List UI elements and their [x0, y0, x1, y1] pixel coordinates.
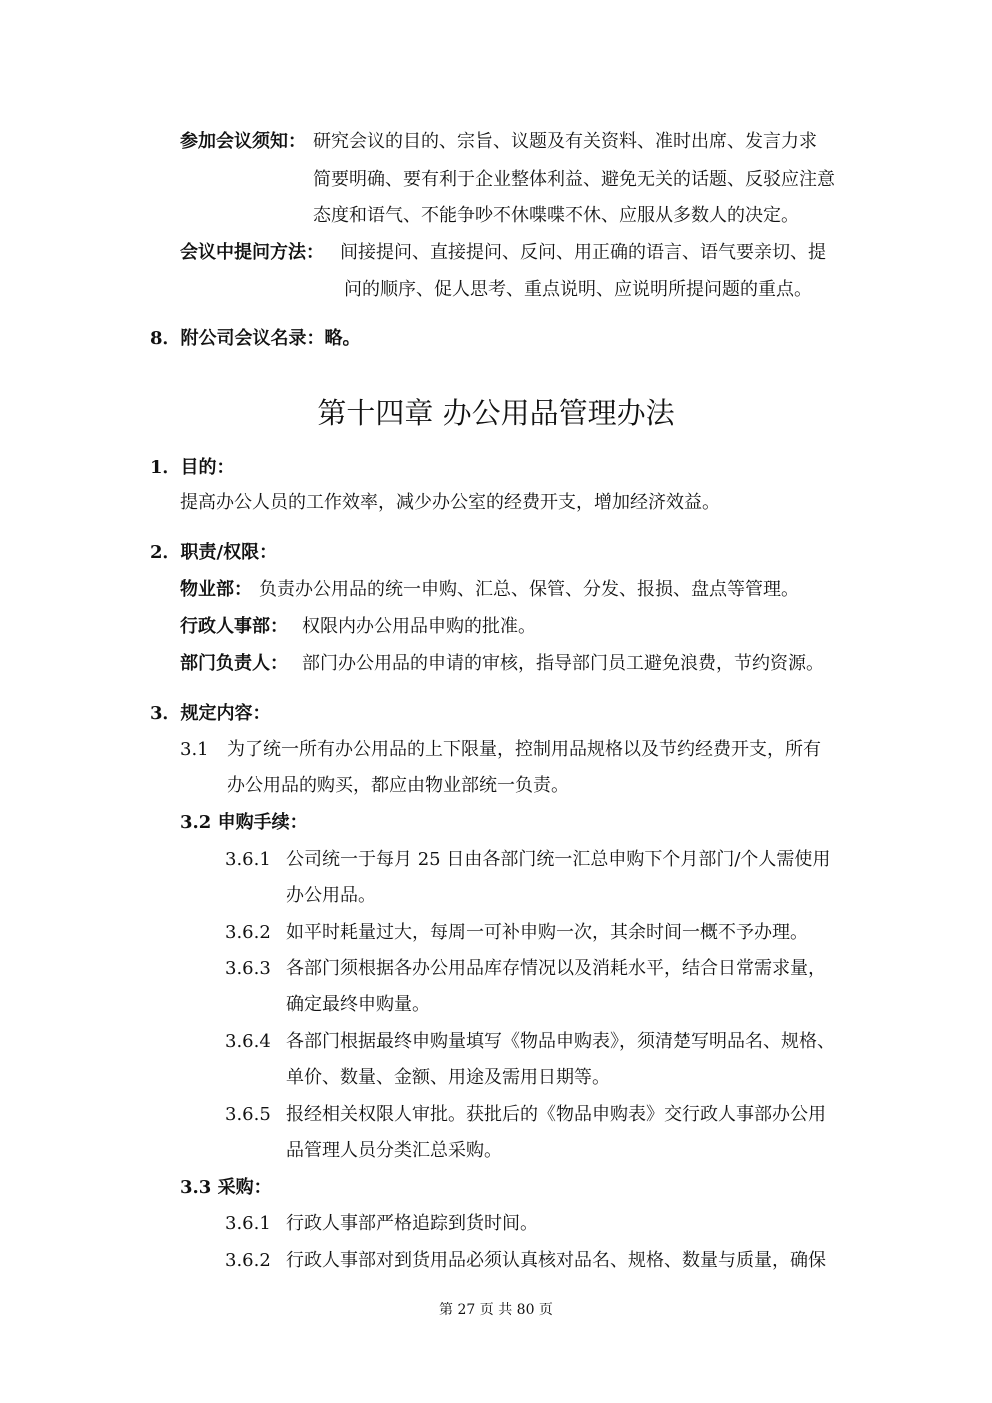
item-3-6-5-line-2: 品管理人员分类汇总采购。	[286, 1140, 502, 1161]
item-3-3-2-line-1: 行政人事部对到货用品必须认真核对品名、规格、数量与质量，确保	[286, 1250, 826, 1271]
item-3-6-3-line-2: 确定最终申购量。	[286, 994, 430, 1015]
para-3-1-number: 3.1	[180, 739, 209, 760]
item-3-6-1-line-1: 公司统一于每月 25 日由各部门统一汇总申购下个月部门/个人需使用	[286, 849, 831, 870]
ask-line-1: 间接提问、直接提问、反问、用正确的语言、语气要亲切、提	[340, 242, 826, 263]
role-2-text: 权限内办公用品申购的批准。	[302, 616, 536, 637]
item-3-3-1-line-1: 行政人事部严格追踪到货时间。	[286, 1213, 538, 1234]
role-3-label: 部门负责人：	[180, 653, 288, 674]
item-3-6-1-number: 3.6.1	[225, 849, 271, 870]
item-3-6-5-line-1: 报经相关权限人审批。获批后的《物品申购表》交行政人事部办公用	[286, 1104, 826, 1125]
item-3-6-2-line-1: 如平时耗量过大，每周一可补申购一次，其余时间一概不予办理。	[286, 922, 808, 943]
role-3-text: 部门办公用品的申请的审核，指导部门员工避免浪费，节约资源。	[302, 653, 824, 674]
para-3-1-line-1: 为了统一所有办公用品的上下限量，控制用品规格以及节约经费开支，所有	[227, 739, 821, 760]
item-3-3-1-number: 3.6.1	[225, 1213, 271, 1234]
section-1-heading: 1．目的：	[150, 457, 235, 478]
item-3-6-2-number: 3.6.2	[225, 922, 271, 943]
item-3-6-3-number: 3.6.3	[225, 958, 271, 979]
attend-label: 参加会议须知：	[180, 131, 306, 152]
item-3-6-1-line-2: 办公用品。	[286, 885, 376, 906]
attend-line-2: 简要明确、要有利于企业整体利益、避免无关的话题、反驳应注意	[313, 169, 835, 190]
item-3-6-3-line-1: 各部门须根据各办公用品库存情况以及消耗水平，结合日常需求量，	[286, 958, 826, 979]
ask-label: 会议中提问方法：	[180, 242, 324, 263]
role-1-text: 负责办公用品的统一申购、汇总、保管、分发、报损、盘点等管理。	[259, 579, 799, 600]
section-1-text: 提高办公人员的工作效率，减少办公室的经费开支，增加经济效益。	[180, 492, 720, 513]
item-8: 8．附公司会议名录：略。	[150, 328, 361, 349]
item-3-6-4-number: 3.6.4	[225, 1031, 271, 1052]
item-3-6-4-line-1: 各部门根据最终申购量填写《物品申购表》，须清楚写明品名、规格、	[286, 1031, 835, 1052]
section-3-heading: 3．规定内容：	[150, 703, 271, 724]
ask-line-2: 问的顺序、促人思考、重点说明、应说明所提问题的重点。	[344, 279, 812, 300]
item-3-6-5-number: 3.6.5	[225, 1104, 271, 1125]
item-3-3-2-number: 3.6.2	[225, 1250, 271, 1271]
attend-line-3: 态度和语气、不能争吵不休喋喋不休、应服从多数人的决定。	[313, 205, 799, 226]
role-1-label: 物业部：	[180, 579, 252, 600]
para-3-2-heading: 3.2 申购手续：	[180, 812, 308, 833]
para-3-3-heading: 3.3 采购：	[180, 1177, 272, 1198]
para-3-1-line-2: 办公用品的购买，都应由物业部统一负责。	[227, 775, 569, 796]
item-3-6-4-line-2: 单价、数量、金额、用途及需用日期等。	[286, 1067, 610, 1088]
page-number: 第 27 页 共 80 页	[439, 1302, 553, 1318]
chapter-title: 第十四章 办公用品管理办法	[317, 396, 675, 430]
role-2-label: 行政人事部：	[180, 616, 288, 637]
section-2-heading: 2．职责/权限：	[150, 542, 278, 563]
attend-line-1: 研究会议的目的、宗旨、议题及有关资料、准时出席、发言力求	[313, 131, 817, 152]
